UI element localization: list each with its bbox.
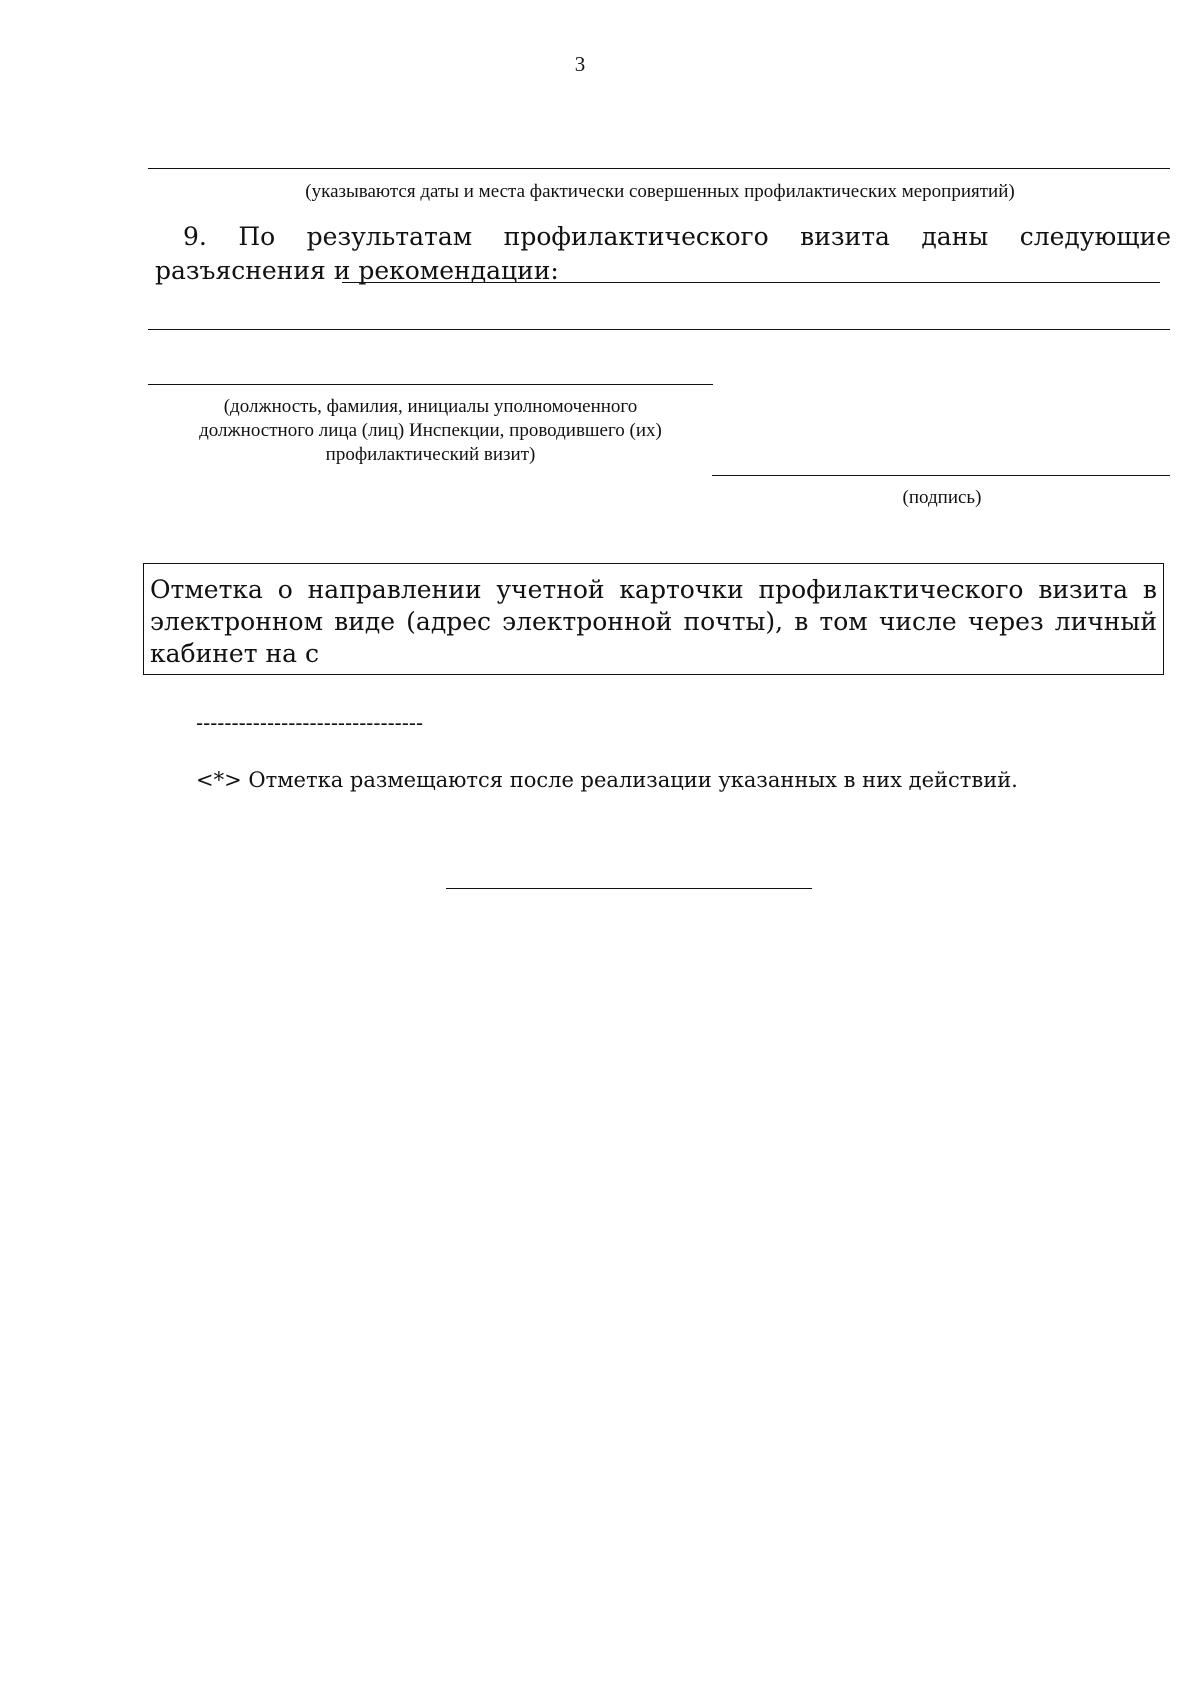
page-number: 3: [574, 52, 586, 76]
official-line[interactable]: [148, 384, 713, 385]
footnote-separator: --------------------------------: [196, 711, 424, 735]
events-field-caption: (указываются даты и места фактически совершенных профилактических мероприятий): [305, 181, 1015, 202]
official-caption: (должность, фамилия, инициалы уполномоченного должностного лица (лиц) Инспекции, проводившего (их) профилактический визит): [199, 396, 662, 465]
end-of-document-line: [446, 888, 812, 889]
signature-caption: (подпись): [902, 487, 982, 508]
recommendations-line-2[interactable]: [148, 329, 1170, 330]
electronic-notice-text: Отметка о направлении учетной карточки профилактического визита в электронном виде (адрес электронной почты), в том числе через личный кабинет на с: [150, 575, 1157, 668]
footnote-text: <*> Отметка размещаются после реализации указанных в них действий.: [196, 768, 1018, 792]
signature-line[interactable]: [712, 475, 1170, 476]
item9-paragraph: [155, 220, 1171, 288]
events-field-line[interactable]: [148, 168, 1170, 169]
electronic-notice-box: [143, 563, 1164, 675]
item9-text: 9. По результатам профилактического визита даны следующие разъяснения и рекомендации:: [155, 222, 1171, 285]
recommendations-line-1[interactable]: [342, 282, 1160, 283]
